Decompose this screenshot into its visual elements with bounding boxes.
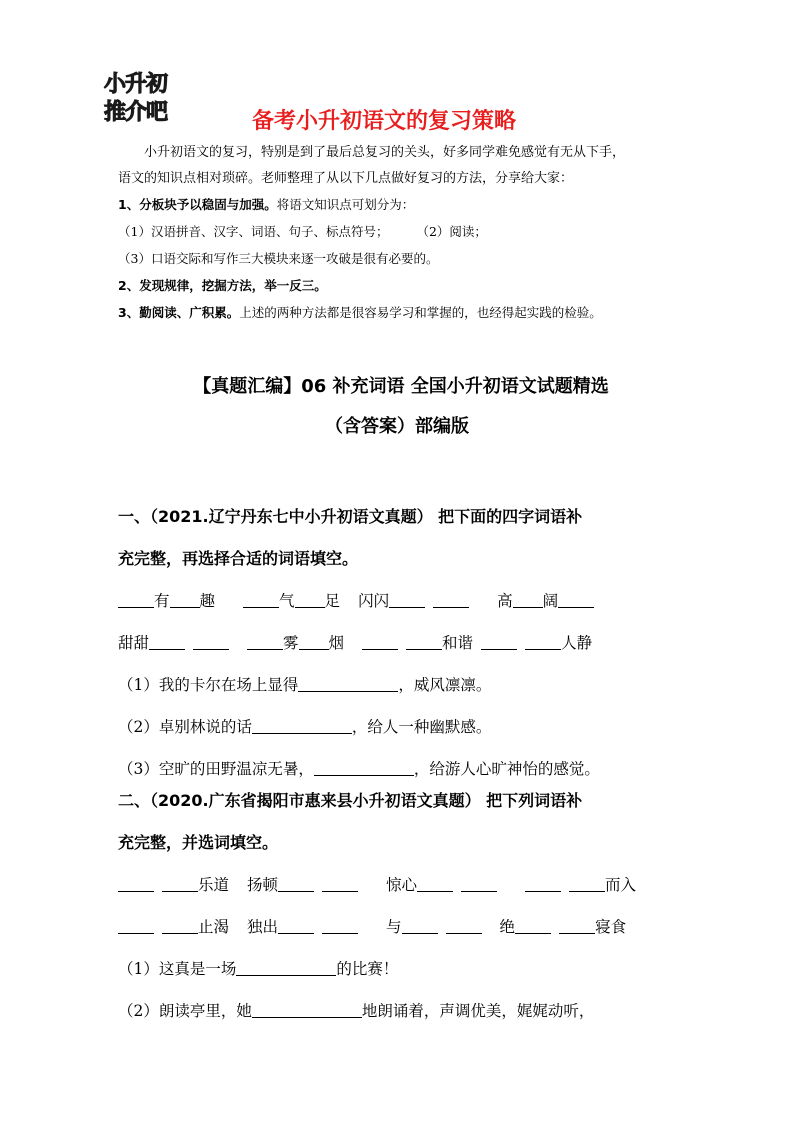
- answer-blank[interactable]: [515, 915, 551, 934]
- word-char: 雾: [283, 634, 299, 652]
- word-char: 趣: [199, 592, 216, 610]
- strategy-sub-line: [118, 246, 678, 273]
- word-char: 高: [497, 592, 513, 610]
- answer-blank[interactable]: [322, 915, 358, 934]
- word-char: 独出: [247, 918, 279, 936]
- sentence-fill: [118, 990, 688, 1032]
- sentence-text: （1）我的卡尔在场上显得: [118, 676, 299, 694]
- answer-blank[interactable]: [252, 999, 362, 1018]
- answer-blank[interactable]: [299, 631, 329, 650]
- word-fill-row: [118, 580, 688, 622]
- intro-line: 小升初语文的复习，特别是到了最后总复习的关头，好多同学难免感觉有无从下手，: [144, 145, 626, 160]
- word-char: 烟: [328, 634, 345, 652]
- strategy-point-3: [118, 300, 678, 327]
- answer-blank[interactable]: [461, 873, 497, 892]
- word-char: 止渴: [198, 918, 230, 936]
- answer-blank[interactable]: [243, 589, 279, 608]
- answer-blank[interactable]: [525, 631, 561, 650]
- strategy-point-2: [118, 273, 678, 300]
- sentence-text: （1）这真是一场: [118, 960, 237, 978]
- answer-blank[interactable]: [278, 873, 314, 892]
- sentence-fill: [118, 664, 688, 706]
- section-title: （含答案）部编版: [325, 416, 469, 437]
- answer-blank[interactable]: [162, 873, 198, 892]
- answer-blank[interactable]: [362, 631, 398, 650]
- answer-blank[interactable]: [247, 631, 283, 650]
- answer-blank[interactable]: [569, 873, 605, 892]
- answer-blank[interactable]: [433, 589, 469, 608]
- word-char: 寝食: [595, 918, 627, 936]
- answer-blank[interactable]: [236, 957, 336, 976]
- answer-blank[interactable]: [525, 873, 561, 892]
- answer-blank[interactable]: [118, 589, 154, 608]
- logo-line-2: 推介吧: [104, 100, 168, 125]
- word-char: 足: [324, 592, 341, 610]
- answer-blank[interactable]: [278, 915, 314, 934]
- answer-blank[interactable]: [118, 915, 154, 934]
- sentence-text: ，给人一种幽默感。: [351, 718, 492, 736]
- answer-blank[interactable]: [170, 589, 200, 608]
- answer-blank[interactable]: [513, 589, 543, 608]
- answer-blank[interactable]: [406, 631, 442, 650]
- word-char: 惊心: [386, 876, 418, 894]
- word-char: 而入: [605, 876, 637, 894]
- answer-blank[interactable]: [558, 589, 594, 608]
- point-text: （1）汉语拼音、汉字、词语、句子、标点符号；: [118, 224, 389, 239]
- point-text: （2）阅读；: [416, 224, 487, 239]
- word-char: 气: [279, 592, 295, 610]
- answer-blank[interactable]: [314, 757, 414, 776]
- intro-section: [118, 140, 678, 327]
- point-bold: 2、发现规律，挖掘方法，举一反三。: [118, 278, 327, 293]
- question-heading: 充完整，再选择合适的词语填空。: [118, 549, 359, 568]
- word-char: 人静: [561, 634, 593, 652]
- answer-blank[interactable]: [193, 631, 229, 650]
- sentence-text: 地朗诵着，声调优美，娓娓动听，: [361, 1002, 595, 1020]
- answer-blank[interactable]: [417, 873, 453, 892]
- word-char: 甜甜: [118, 634, 150, 652]
- sentence-text: （2）朗读亭里，她: [118, 1002, 252, 1020]
- word-char: 阔: [542, 592, 559, 610]
- strategy-point-1: [118, 192, 678, 219]
- word-fill-row: [118, 622, 688, 664]
- answer-blank[interactable]: [389, 589, 425, 608]
- sentence-text: （3）空旷的田野温凉无暑，: [118, 760, 314, 778]
- sentence-text: ，威风凛凛。: [398, 676, 492, 694]
- word-char: 乐道: [198, 876, 230, 894]
- answer-blank[interactable]: [446, 915, 482, 934]
- sentence-text: 的比赛！: [336, 960, 399, 978]
- answer-blank[interactable]: [298, 673, 398, 692]
- logo: [100, 70, 210, 132]
- question-heading: 一、（2021.辽宁丹东七中小升初语文真题） 把下面的四字词语补: [118, 507, 583, 526]
- intro-line: 语文的知识点相对琐碎。老师整理了从以下几点做好复习的方法，分享给大家：: [118, 171, 574, 186]
- point-bold: 3、勤阅读、广积累。: [118, 305, 240, 320]
- question-heading: 充完整，并选词填空。: [118, 833, 279, 852]
- answer-blank[interactable]: [559, 915, 595, 934]
- word-char: 绝: [499, 918, 516, 936]
- sentence-fill: [118, 948, 688, 990]
- section-title: 【真题汇编】06 补充词语 全国小升初语文试题精选: [193, 376, 609, 397]
- point-text: 上述的两种方法都是很容易学习和掌握的，也经得起实践的检验。: [239, 305, 602, 320]
- word-char: 扬顿: [247, 876, 279, 894]
- page-title: 备考小升初语文的复习策略: [252, 109, 517, 134]
- answer-blank[interactable]: [295, 589, 325, 608]
- word-fill-row: [118, 864, 688, 906]
- point-bold: 1、分板块予以稳固与加强。: [118, 197, 277, 212]
- question-2: [118, 780, 688, 1032]
- point-text: （3）口语交际和写作三大模块来逐一攻破是很有必要的。: [118, 251, 439, 266]
- sentence-text: （2）卓别林说的话: [118, 718, 252, 736]
- sentence-text: ，给游人心旷神怡的感觉。: [413, 760, 600, 778]
- answer-blank[interactable]: [402, 915, 438, 934]
- answer-blank[interactable]: [162, 915, 198, 934]
- word-char: 和谐: [442, 634, 474, 652]
- answer-blank[interactable]: [252, 715, 352, 734]
- question-1: [118, 496, 688, 790]
- logo-line-1: 小升初: [104, 72, 168, 97]
- word-char: 有: [154, 592, 170, 610]
- answer-blank[interactable]: [149, 631, 185, 650]
- sentence-fill: [118, 706, 688, 748]
- question-heading: 二、（2020.广东省揭阳市惠来县小升初语文真题） 把下列词语补: [118, 791, 583, 810]
- word-char: 与: [386, 918, 402, 936]
- word-fill-row: [118, 906, 688, 948]
- strategy-sub-line: [118, 219, 678, 246]
- answer-blank[interactable]: [322, 873, 358, 892]
- word-char: 闪闪: [358, 592, 390, 610]
- answer-blank[interactable]: [118, 873, 154, 892]
- point-text: 将语文知识点可划分为：: [276, 197, 415, 212]
- answer-blank[interactable]: [481, 631, 517, 650]
